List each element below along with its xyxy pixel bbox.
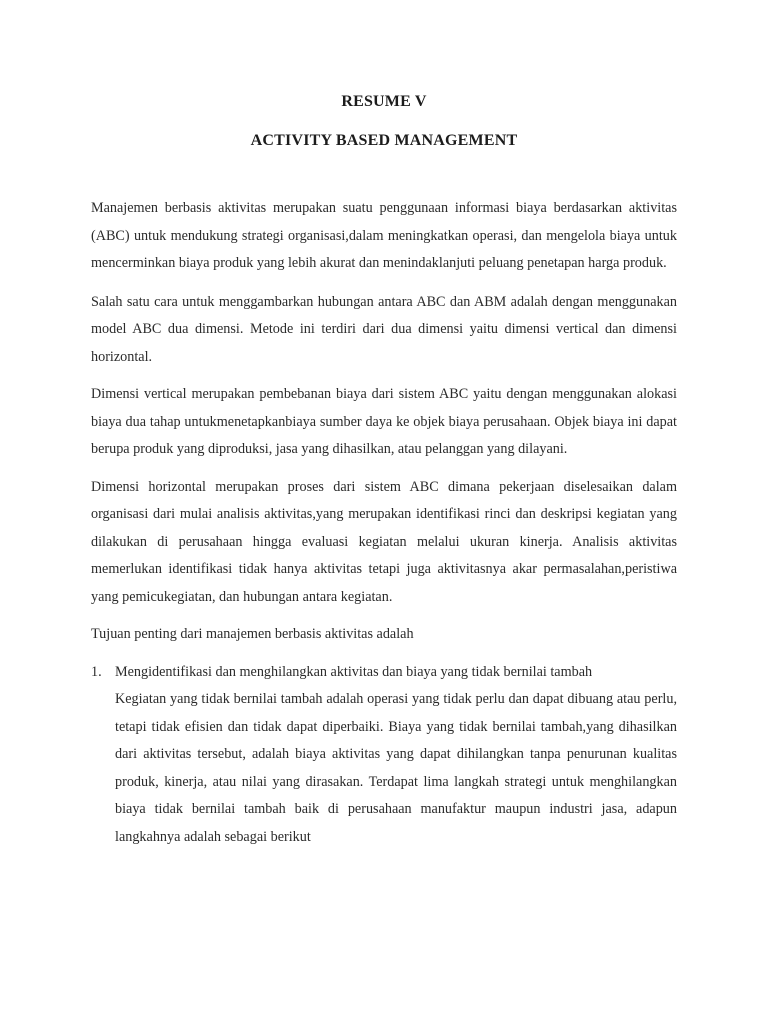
list-item-heading: Mengidentifikasi dan menghilangkan aktivitas dan biaya yang tidak bernilai tambah [115,663,593,680]
document-subtitle: ACTIVITY BASED MANAGEMENT [250,132,518,149]
paragraph-objectives-intro: Tujuan penting dari manajemen berbasis aktivitas adalah [91,626,414,642]
objectives-list [91,659,677,852]
paragraph-vertical-dimension: Dimensi vertical merupakan pembebanan biaya dari sistem ABC yaitu dengan menggunakan alokasi biaya dua tahap untukmenetapkanbiaya sumber daya ke objek biaya perusahaan. Objek biaya ini dapat berupa produk yang diproduksi, jasa yang dihasilkan, atau pelanggan yang dilayani. [91,386,677,457]
list-item-description: Kegiatan yang tidak bernilai tambah adalah operasi yang tidak perlu dan dapat dibuang atau perlu, tetapi tidak efisien dan tidak dapat diperbaiki. Biaya yang tidak bernilai tambah,yang dihasilkan dari aktivitas tersebut, adalah biaya aktivitas yang dapat dihilangkan tanpa penurunan kualitas produk, kinerja, atau nilai yang dirasakan. Terdapat lima langkah strategi untuk menghilangkan biaya tidak bernilai tambah baik di perusahaan manufaktur maupun industri jasa, adapun langkahnya adalah sebagai berikut [115,691,677,845]
list-item-number: 1. [91,663,102,680]
document-title: RESUME V [341,93,427,110]
paragraph-abc-abm-relation: Salah satu cara untuk menggambarkan hubungan antara ABC dan ABM adalah dengan menggunakan model ABC dua dimensi. Metode ini terdiri dari dua dimensi yaitu dimensi vertical dan dimensi horizontal. [91,293,677,365]
paragraph-abm-definition: Manajemen berbasis aktivitas merupakan suatu penggunaan informasi biaya berdasarkan aktivitas (ABC) untuk mendukung strategi organisasi,dalam meningkatkan operasi, dan mengelola biaya untuk mencerminkan biaya produk yang lebih akurat dan menindaklanjuti peluang penetapan harga produk. [91,200,677,271]
list-item [91,659,677,852]
document-body [91,195,677,851]
paragraph-horizontal-dimension: Dimensi horizontal merupakan proses dari sistem ABC dimana pekerjaan diselesaikan dalam organisasi dari mulai analisis aktivitas,yang merupakan identifikasi rinci dan deskripsi kegiatan yang dilakukan di perusahaan hingga evaluasi kegiatan melalui ukuran kinerja. Analisis aktivitas memerlukan identifikasi tidak hanya aktivitas tetapi juga aktivitasnya akar permasalahan,peristiwa yang pemicukegiatan, dan hubungan antara kegiatan. [91,478,677,605]
